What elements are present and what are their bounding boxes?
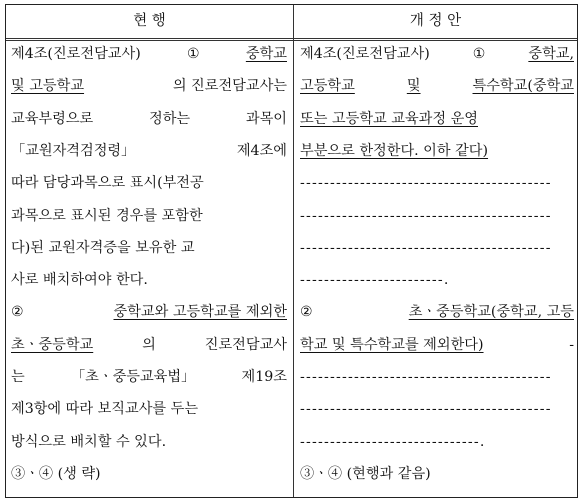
header-current: 현 행 (133, 13, 166, 29)
text-segment: 진로전담교사 (204, 336, 287, 353)
text-line (300, 398, 574, 420)
text-line (11, 269, 287, 291)
text-line (300, 431, 574, 453)
text-segment: ③ㆍ④ (현행과 같음) (300, 465, 431, 482)
text-segment: 제4조에 (236, 142, 287, 159)
text-segment: ② (300, 304, 313, 321)
text-line (11, 398, 287, 420)
text-line (300, 140, 574, 162)
text-segment: 및 (406, 78, 421, 95)
text-line (300, 205, 574, 227)
text-segment: 과목으로 표시된 경우를 포함한 (11, 207, 203, 224)
dash-continuation: ------------------------------------------ (300, 239, 552, 256)
dash-continuation: ------------------------------. (300, 433, 486, 450)
text-segment: 제4조(진로전담교사) (11, 46, 141, 62)
dash-continuation: ------------------------------------------ (300, 175, 552, 192)
text-segment: 사로 배치하여야 한다. (11, 272, 148, 289)
text-segment: 「초ㆍ중등교육법」 (70, 369, 196, 385)
text-line (11, 172, 287, 194)
text-segment: ① (186, 46, 200, 62)
text-line (11, 237, 287, 259)
text-segment: 및 고등학교 (11, 78, 85, 95)
text-segment: 는 (11, 369, 25, 385)
text-line (11, 366, 287, 388)
dash-continuation: ------------------------------------------ (300, 207, 552, 224)
text-segment: 초ㆍ중등학교(중학교, 고등 (408, 304, 574, 321)
text-line (300, 366, 574, 388)
text-segment: 제19조 (241, 369, 287, 385)
text-line (300, 172, 574, 194)
text-line (300, 269, 574, 291)
dash-continuation: ------------------------------------------ (300, 401, 552, 418)
text-line (11, 75, 287, 97)
text-line (11, 140, 287, 162)
text-segment: 초ㆍ중등학교 (11, 336, 94, 353)
text-line (11, 431, 287, 453)
text-segment: 정하는 (148, 110, 191, 127)
text-line (11, 334, 287, 356)
text-line (300, 75, 574, 97)
dash-continuation: ------------------------------------------ (300, 369, 552, 385)
dash-continuation: ------------------------. (300, 272, 450, 289)
text-line (300, 463, 574, 485)
text-line (300, 108, 574, 130)
text-line (300, 301, 574, 323)
text-segment: 제3항에 따라 보직교사를 두는 (11, 401, 199, 418)
text-line (11, 301, 287, 323)
text-segment: 또는 고등학교 교육과정 운영 (300, 110, 478, 127)
text-segment: 제4조(진로전담교사) (300, 46, 430, 62)
text-segment: 의 진로전담교사는 (172, 78, 287, 95)
text-line (300, 334, 574, 356)
text-segment: ① (472, 46, 486, 62)
text-segment: 중학교와 고등학교를 제외한 (113, 304, 287, 321)
text-line (11, 205, 287, 227)
text-segment: 교육부령으로 (11, 110, 94, 127)
text-segment: 「교원자격검정령」 (11, 142, 136, 159)
text-segment: 중학교 (245, 46, 287, 62)
text-segment: 특수학교(중학교 (472, 78, 574, 95)
text-line (11, 43, 287, 65)
comparison-table (5, 4, 578, 498)
text-segment: - (569, 336, 574, 353)
text-segment: 고등학교 (300, 78, 355, 95)
text-segment: ③ㆍ④ (생 략) (11, 465, 101, 482)
text-segment: 부분으로 한정한다. 이하 같다) (300, 142, 489, 159)
table-header (6, 5, 577, 41)
text-segment: 따라 담당과목으로 표시(부전공 (11, 175, 204, 192)
text-segment: ② (11, 304, 24, 321)
text-segment: 중학교, (528, 46, 574, 62)
text-line (300, 237, 574, 259)
text-segment: 방식으로 배치할 수 있다. (11, 433, 167, 450)
text-segment: 다)된 교원자격증을 보유한 교 (11, 239, 195, 256)
text-line (300, 43, 574, 65)
text-line (11, 108, 287, 130)
text-segment: 과목이 (245, 110, 287, 127)
column-divider (293, 5, 294, 497)
header-amendment: 개 정 안 (409, 13, 462, 29)
text-line (11, 463, 287, 485)
text-segment: 의 (142, 336, 156, 353)
text-segment: 학교 및 특수학교를 제외한다) (300, 336, 484, 353)
